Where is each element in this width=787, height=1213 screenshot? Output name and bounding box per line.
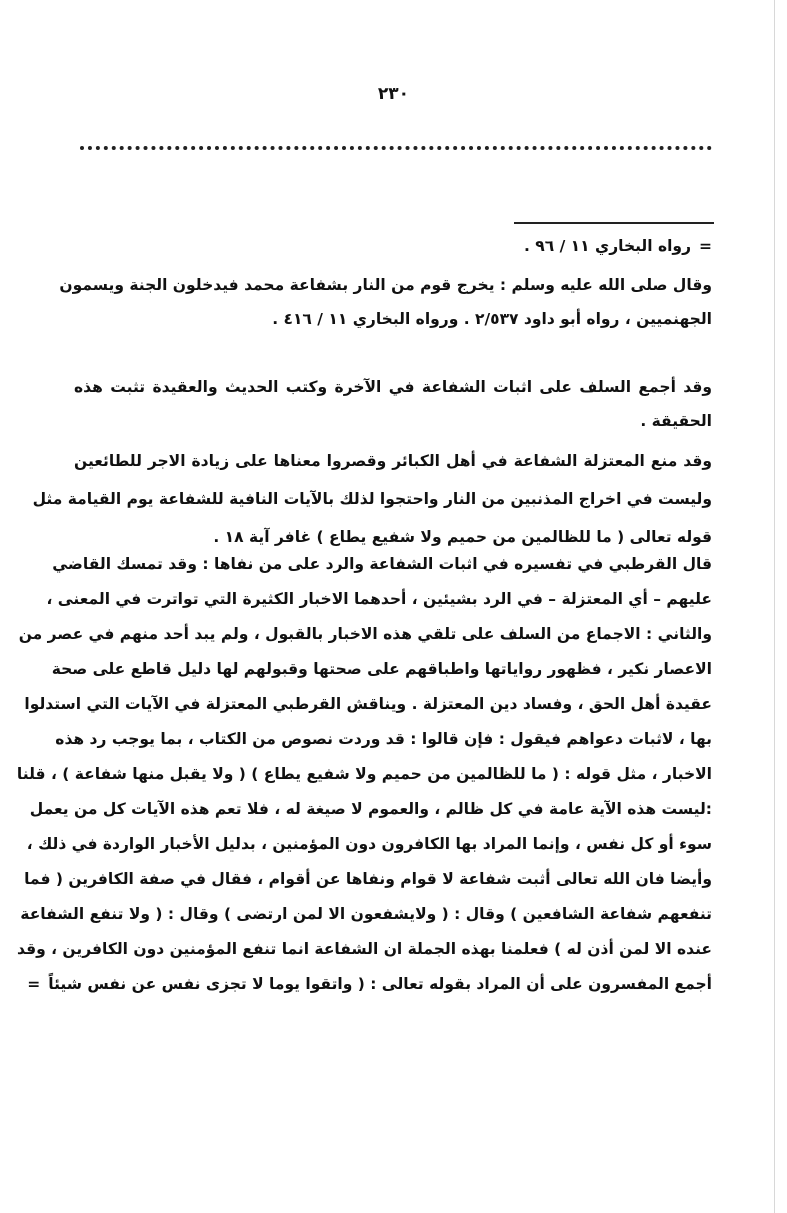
page-number: ٢٣٠: [377, 84, 410, 104]
text-line: عنده الا لمن أذن له ) فعلمنا بهذه الجملة ان الشفاعة انما تنفع المؤمنين دون الكافرين ، وقد: [17, 940, 712, 958]
text-line: قال القرطبي في تفسيره في اثبات الشفاعة والرد على من نفاها : وقد تمسك القاضي: [52, 555, 712, 573]
page-edge-line: [774, 0, 775, 1213]
paragraph: [16, 547, 712, 1002]
footnote-continuation-marker: =: [27, 975, 41, 993]
paragraph: [32, 442, 712, 556]
dotted-separator: [80, 146, 712, 150]
text-line: بها ، لاثبات دعواهم فيقول : فإن قالوا : قد وردت نصوص من الكتاب ، بما يوجب رد هذه: [55, 730, 712, 748]
text-line: تنفعهم شفاعة الشافعين ) وقال : ( ولايشفعون الا لمن ارتضى ) وقال : ( ولا تنفع الشفاعة: [20, 905, 712, 923]
text-line: الحقيقة .: [640, 412, 712, 430]
footnote-separator-rule: [514, 222, 714, 224]
paragraph: [59, 268, 712, 336]
text-line: والثاني : الاجماع من السلف على تلقي هذه الاخبار بالقبول ، ولم يبد أحد منهم في عصر من: [18, 625, 712, 643]
text-line: الجهنميين ، رواه أبو داود ٢/٥٣٧ . ورواه البخاري ١١ / ٤١٦ .: [272, 310, 712, 328]
paragraph: [74, 370, 712, 438]
text-line: وقال صلى الله عليه وسلم : يخرج قوم من النار بشفاعة محمد فيدخلون الجنة ويسمون: [59, 276, 712, 294]
text-line: الاخبار ، مثل قوله : ( ما للظالمين من حميم ولا شفيع يطاع ) ( ولا يقبل منها شفاعة ) ، قلنا: [16, 765, 712, 783]
text-line: وقد أجمع السلف على اثبات الشفاعة في الآخرة وكتب الحديث والعقيدة تثبت هذه: [74, 378, 712, 396]
footnote-reference: [74, 230, 712, 262]
text-line: الاعصار نكير ، فظهور رواياتها واطباقهم على صحتها وقبولهم لها دليل قاطع على صحة: [51, 660, 712, 678]
text-line: وليست في اخراج المذنبين من النار واحتجوا لذلك بالآيات النافية للشفاعة يوم القيامة مثل: [32, 490, 712, 508]
text-line: =رواه البخاري ١١ / ٩٦ .: [523, 237, 712, 255]
text-line: قوله تعالى ( ما للظالمين من حميم ولا شفيع يطاع ) غافر آية ١٨ .: [213, 528, 712, 546]
text-line: وقد منع المعتزلة الشفاعة في أهل الكبائر وقصروا معناها على زيادة الاجر للطائعين: [74, 452, 712, 470]
text-line: أجمع المفسرون على أن المراد بقوله تعالى : ( واتقوا يوما لا تجزى نفس عن نفس شيئاً=: [27, 975, 712, 993]
text-line: عليهم – أي المعتزلة – في الرد بشيئين ، أحدهما الاخبار الكثيرة التي تواترت في المعنى ،: [46, 590, 712, 608]
text-line: وأيضا فان الله تعالى أثبت شفاعة لا قوام ونفاها عن أقوام ، فقال في صفة الكافرين ( فما: [24, 870, 712, 888]
text-line: :ليست هذه الآية عامة في كل ظالم ، والعموم لا صيغة له ، فلا تعم هذه الآيات كل من يعمل: [29, 800, 712, 818]
text-line: سوء أو كل نفس ، وإنما المراد بها الكافرون دون المؤمنين ، بدليل الأخبار الواردة في ذلك ،: [26, 835, 712, 853]
footnote-marker: =: [699, 237, 712, 255]
text-line: عقيدة أهل الحق ، وفساد دين المعتزلة . ويناقش القرطبي المعتزلة في الآيات التي استدلوا: [24, 695, 712, 713]
